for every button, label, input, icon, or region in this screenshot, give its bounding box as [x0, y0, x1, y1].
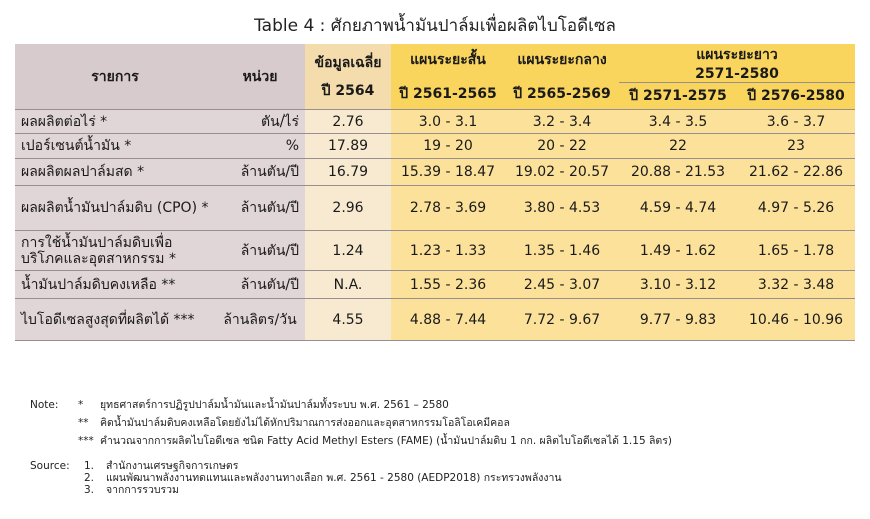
row-long1: 3.4 - 3.5	[619, 110, 737, 134]
row-mid: 20 - 22	[505, 134, 619, 159]
header-short-line2: ปี 2561-2565	[399, 85, 497, 102]
source-num: 2.	[84, 472, 95, 484]
row-long1: 4.59 - 4.74	[619, 186, 737, 231]
source-num: 3.	[84, 484, 95, 496]
row-long2: 21.62 - 22.86	[737, 159, 855, 186]
row-base: 16.79	[305, 159, 391, 186]
row-item: ผลผลิตผลปาล์มสด *	[15, 159, 215, 186]
row-unit: ตัน/ไร่	[215, 110, 305, 134]
row-base: 1.24	[305, 231, 391, 271]
source-item	[30, 460, 562, 472]
row-long1: 22	[619, 134, 737, 159]
table-header	[15, 44, 855, 110]
row-mid: 3.2 - 3.4	[505, 110, 619, 134]
row-unit: ล้านตัน/ปี	[215, 159, 305, 186]
row-long1: 3.10 - 3.12	[619, 271, 737, 299]
source-item	[30, 472, 562, 484]
source-text: สำนักงานเศรษฐกิจการเกษตร	[106, 460, 239, 472]
note-item	[30, 432, 672, 450]
row-mid: 2.45 - 3.07	[505, 271, 619, 299]
source-section	[30, 460, 562, 496]
header-long	[619, 44, 855, 83]
source-text: จากการรวบรวม	[106, 484, 179, 496]
row-base: 2.96	[305, 186, 391, 231]
header-item: รายการ	[15, 44, 215, 110]
note-text: ยุทธศาสตร์การปฏิรูปปาล์มน้ำมันและน้ำมันปาล์มทั้งระบบ พ.ศ. 2561 – 2580	[100, 399, 449, 411]
row-base: 4.55	[305, 299, 391, 341]
row-item: ผลผลิตน้ำมันปาล์มดิบ (CPO) *	[15, 186, 215, 231]
header-short-line1: แผนระยะสั้น	[410, 51, 486, 68]
row-unit: %	[215, 134, 305, 159]
row-unit: ล้านตัน/ปี	[215, 271, 305, 299]
header-base	[305, 44, 391, 110]
row-long1: 20.88 - 21.53	[619, 159, 737, 186]
row-short: 2.78 - 3.69	[391, 186, 505, 231]
row-base: 17.89	[305, 134, 391, 159]
source-num: 1.	[84, 460, 95, 472]
row-long1: 1.49 - 1.62	[619, 231, 737, 271]
header-long-line2: 2571-2580	[695, 66, 779, 82]
table-row	[15, 110, 855, 134]
row-long2: 1.65 - 1.78	[737, 231, 855, 271]
row-short: 1.23 - 1.33	[391, 231, 505, 271]
row-short: 3.0 - 3.1	[391, 110, 505, 134]
row-long2: 3.32 - 3.48	[737, 271, 855, 299]
row-base: 2.76	[305, 110, 391, 134]
row-short: 19 - 20	[391, 134, 505, 159]
row-mid: 7.72 - 9.67	[505, 299, 619, 341]
source-label: Source:	[30, 460, 70, 472]
table-row	[15, 134, 855, 159]
row-mid: 19.02 - 20.57	[505, 159, 619, 186]
row-item: ไบโอดีเซลสูงสุดที่ผลิตได้ ***	[15, 299, 215, 341]
row-unit: ล้านตัน/ปี	[215, 186, 305, 231]
table-row	[15, 159, 855, 186]
row-short: 15.39 - 18.47	[391, 159, 505, 186]
header-mid-line2: ปี 2565-2569	[513, 85, 611, 102]
notes-label: Note:	[30, 399, 59, 411]
row-short: 4.88 - 7.44	[391, 299, 505, 341]
header-base-line2: ปี 2564	[321, 82, 375, 99]
row-item: เปอร์เซนต์น้ำมัน *	[15, 134, 215, 159]
note-text: คิดน้ำมันปาล์มดิบคงเหลือโดยยังไม่ได้หักปริมาณการส่งออกและอุตสาหกรรมโอลิโอเคมีคอล	[100, 417, 510, 429]
row-item: น้ำมันปาล์มดิบคงเหลือ **	[15, 271, 215, 299]
table-row	[15, 271, 855, 299]
row-mid: 1.35 - 1.46	[505, 231, 619, 271]
header-mid-line1: แผนระยะกลาง	[517, 51, 607, 68]
note-item	[30, 396, 672, 414]
note-item	[30, 414, 672, 432]
row-long2: 3.6 - 3.7	[737, 110, 855, 134]
note-text: คำนวณจากการผลิตไบโอดีเซล ชนิด Fatty Acid Methyl Esters (FAME) (น้ำมันปาล์มดิบ 1 กก. ผลิตไบโอดีเซลได้ 1.15 ลิตร)	[100, 435, 672, 447]
row-mid: 3.80 - 4.53	[505, 186, 619, 231]
row-item: ผลผลิตต่อไร่ *	[15, 110, 215, 134]
row-long2: 10.46 - 10.96	[737, 299, 855, 341]
table-row	[15, 299, 855, 341]
row-long2: 4.97 - 5.26	[737, 186, 855, 231]
header-mid	[505, 44, 619, 110]
row-unit: ล้านตัน/ปี	[215, 231, 305, 271]
row-base: N.A.	[305, 271, 391, 299]
table-body	[15, 110, 855, 341]
header-long-line1: แผนระยะยาว	[696, 47, 778, 63]
header-long-sub2: ปี 2576-2580	[737, 83, 855, 110]
table-row	[15, 231, 855, 271]
row-item: การใช้น้ำมันปาล์มดิบเพื่อบริโภคและอุตสาหกรรม *	[15, 231, 215, 271]
source-text: แผนพัฒนาพลังงานทดแทนและพลังงานทางเลือก พ.ศ. 2561 - 2580 (AEDP2018) กระทรวงพลังงาน	[106, 472, 562, 484]
header-base-line1: ข้อมูลเฉลี่ย	[314, 54, 382, 71]
source-item	[30, 484, 562, 496]
palm-oil-potential-table	[15, 44, 855, 341]
header-unit: หน่วย	[215, 44, 305, 110]
notes-section	[30, 396, 672, 450]
header-short	[391, 44, 505, 110]
note-mark: ***	[78, 435, 94, 447]
row-long2: 23	[737, 134, 855, 159]
table-row	[15, 186, 855, 231]
note-mark: *	[78, 399, 84, 411]
row-long1: 9.77 - 9.83	[619, 299, 737, 341]
row-short: 1.55 - 2.36	[391, 271, 505, 299]
header-long-sub1: ปี 2571-2575	[619, 83, 737, 110]
table-title: Table 4 : ศักยภาพน้ำมันปาล์มเพื่อผลิตไบโอดีเซล	[254, 16, 616, 36]
note-mark: **	[78, 417, 89, 429]
row-unit: ล้านลิตร/วัน	[215, 299, 305, 341]
